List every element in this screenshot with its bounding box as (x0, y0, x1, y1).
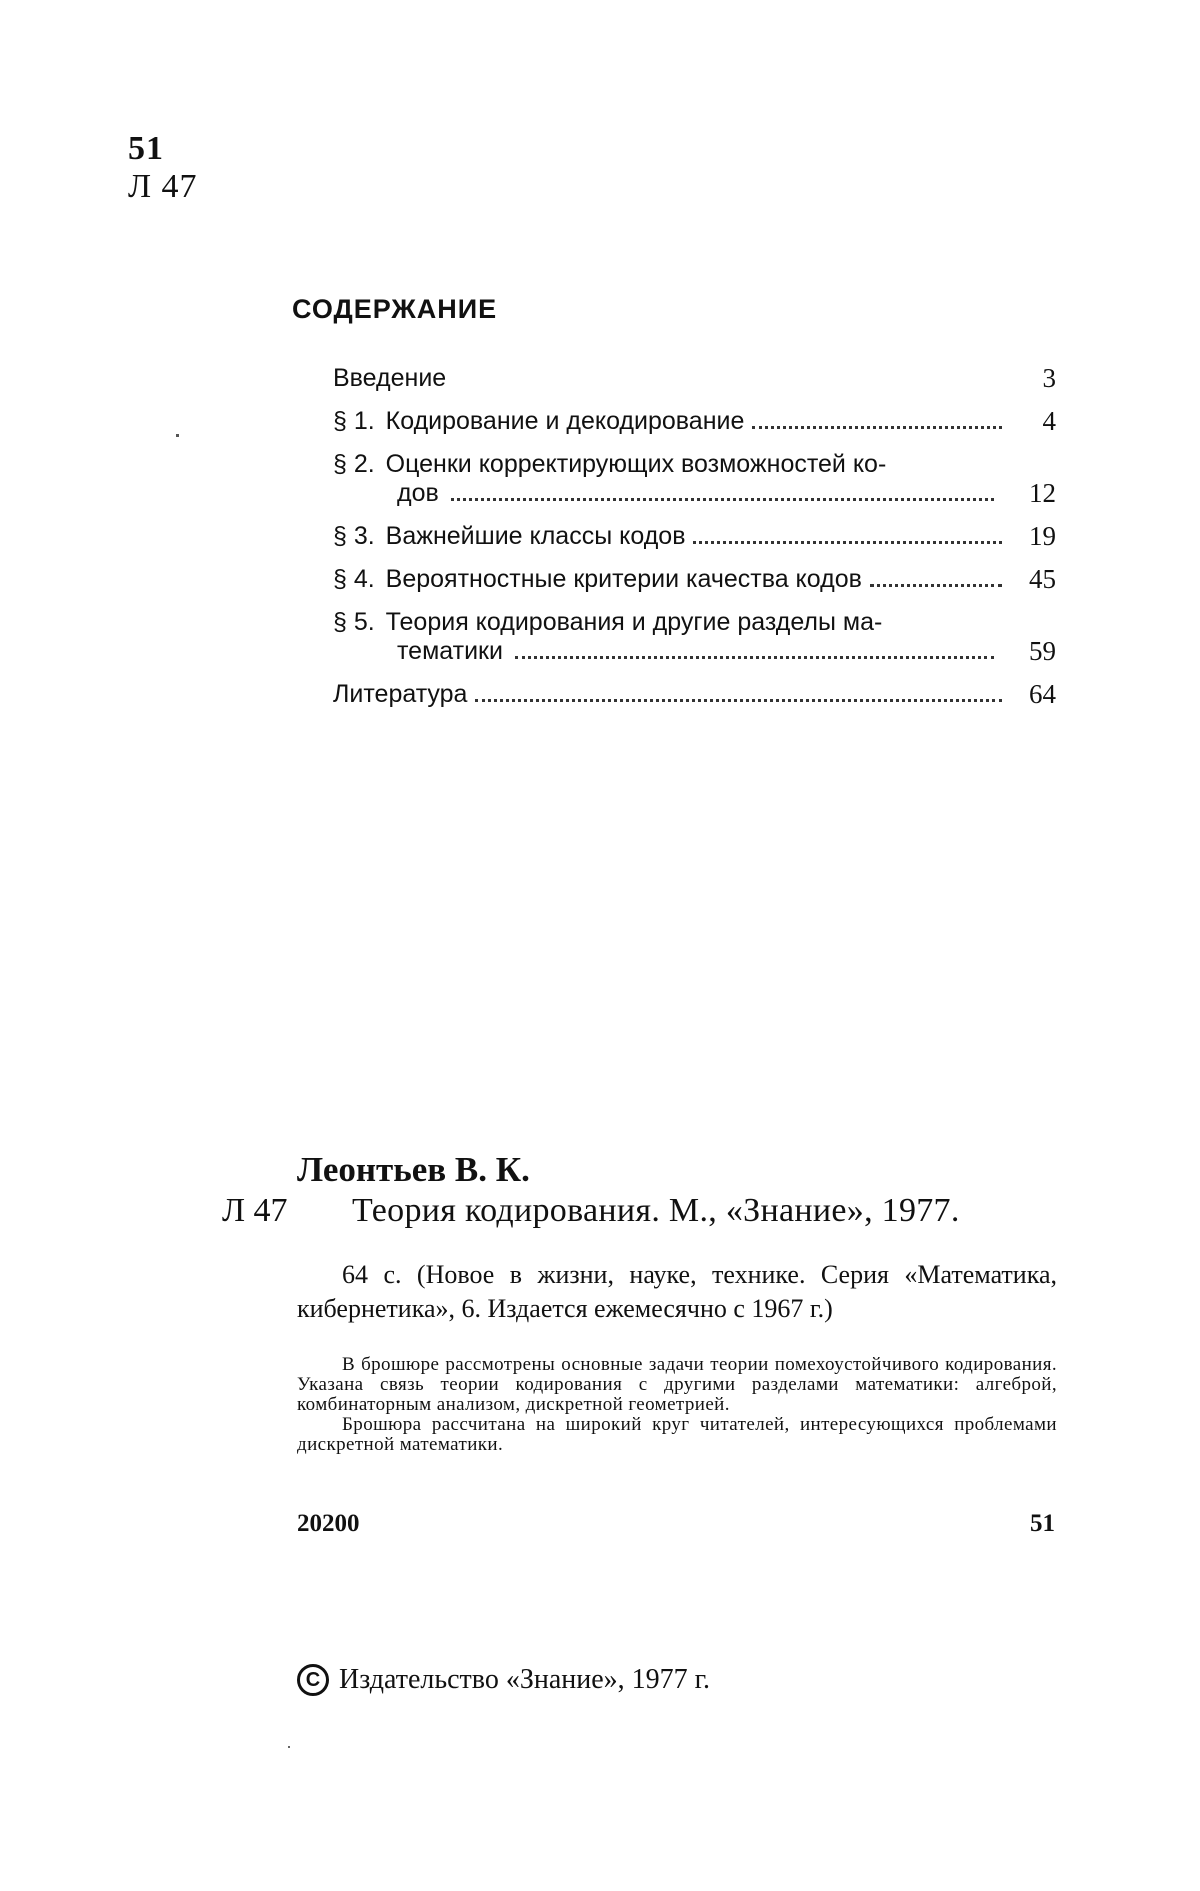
toc-section-number: § 3. (333, 522, 375, 550)
toc-section-number: § 1. (333, 407, 375, 435)
toc-entry-label (333, 522, 693, 551)
toc-entry-label (333, 608, 1012, 666)
toc-section-title: Важнейшие классы кодов (385, 522, 686, 550)
toc-leader (693, 541, 1002, 544)
toc-section-title: Теория кодирования и другие разделы ма- (385, 608, 883, 636)
copyright-line (297, 1664, 710, 1696)
toc-continuation-text: тематики (397, 637, 503, 665)
toc-section-title: Вероятностные критерии качества кодов (385, 565, 862, 593)
toc-page-number: 12 (1029, 478, 1056, 508)
toc-leader (515, 656, 994, 659)
toc-entry-section-1 (333, 407, 1056, 436)
toc-leader (870, 584, 1002, 587)
toc-leader (752, 426, 1002, 429)
toc-continuation-text: дов (397, 479, 439, 507)
toc-entry-introduction (333, 364, 1056, 393)
toc-leader (451, 498, 994, 501)
price-code: 51 (1030, 1510, 1055, 1537)
toc-entry-label (333, 450, 1012, 508)
toc-section-title-continuation (333, 637, 1004, 666)
toc-section-title: Кодирование и декодирование (385, 407, 745, 435)
print-code: 20200 (297, 1510, 360, 1537)
toc-leader (475, 699, 1002, 702)
toc-entry-label (333, 407, 752, 436)
card-book-title: Теория кодирования. М., «Знание», 1977. (352, 1192, 960, 1229)
toc-section-number: § 2. (333, 450, 375, 478)
toc-page-number: 3 (1042, 363, 1056, 393)
copyright-icon: C (297, 1664, 329, 1696)
toc-entry-label: Введение (333, 364, 447, 392)
toc-page-number: 59 (1029, 636, 1056, 666)
contents-title: СОДЕРЖАНИЕ (292, 294, 498, 324)
annotation-paragraph: Брошюра рассчитана на широкий круг читателей, интересующихся проблемами дискретной математики. (297, 1414, 1057, 1455)
copyright-text: Издательство «Знание», 1977 г. (339, 1664, 710, 1695)
card-author: Леонтьев В. К. (297, 1150, 530, 1189)
toc-section-number: § 5. (333, 608, 375, 636)
card-annotation (297, 1355, 1057, 1455)
annotation-paragraph: В брошюре рассмотрены основные задачи теории помехоустойчивого кодирования. Указана связь теории кодирования с другими разделами математики: алгеброй, комбинаторным анализом, дискретной геометрией. (297, 1354, 1057, 1415)
toc-entry-section-2 (333, 450, 1056, 508)
toc-entry-label: Литература (333, 680, 468, 708)
toc-page-number: 64 (1029, 679, 1056, 709)
toc-entry-section-5 (333, 608, 1056, 666)
toc-page-number: 19 (1029, 521, 1056, 551)
toc-section-title: Оценки корректирующих возможностей ко- (385, 450, 887, 478)
stray-mark (176, 434, 179, 437)
toc-entry-label (333, 565, 870, 594)
toc-page-number: 4 (1042, 406, 1056, 436)
toc-section-number: § 4. (333, 565, 375, 593)
toc-entry-literature (333, 680, 1056, 709)
table-of-contents (333, 364, 1056, 723)
udc-code: 51 (128, 130, 164, 167)
card-series-note: 64 с. (Новое в жизни, науке, технике. Серия «Математика, кибернетика», 6. Издается ежемесячно с 1967 г.) (297, 1260, 1057, 1323)
author-mark: Л 47 (128, 168, 198, 205)
toc-entry-section-3 (333, 522, 1056, 551)
toc-page-number: 45 (1029, 564, 1056, 594)
stray-mark (288, 1746, 290, 1748)
toc-section-title-continuation (333, 479, 1004, 508)
toc-entry-section-4 (333, 565, 1056, 594)
card-author-mark: Л 47 (222, 1192, 288, 1229)
